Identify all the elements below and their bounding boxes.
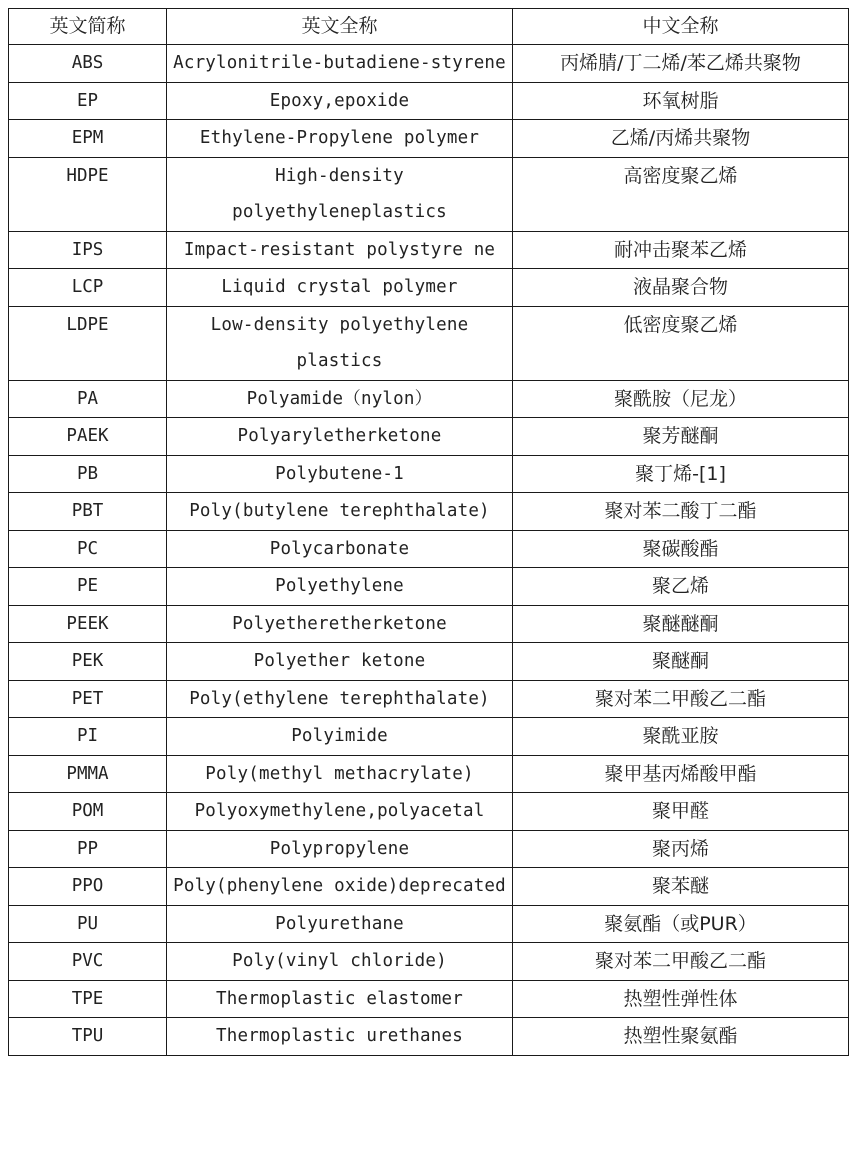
cell-english-name: Poly(vinyl chloride) (167, 943, 513, 981)
table-row (9, 718, 849, 756)
cell-abbreviation: IPS (9, 231, 167, 269)
cell-abbreviation: PC (9, 530, 167, 568)
cell-abbreviation: POM (9, 793, 167, 831)
cell-chinese-name: 丙烯腈/丁二烯/苯乙烯共聚物 (513, 45, 849, 83)
cell-chinese-name: 耐冲击聚苯乙烯 (513, 231, 849, 269)
table-row (9, 680, 849, 718)
header-abbreviation: 英文简称 (9, 9, 167, 45)
cell-abbreviation: PBT (9, 493, 167, 531)
cell-chinese-name: 聚醚醚酮 (513, 605, 849, 643)
cell-chinese-name: 聚苯醚 (513, 868, 849, 906)
cell-abbreviation: PPO (9, 868, 167, 906)
cell-english-name: Poly(phenylene oxide)deprecated (167, 868, 513, 906)
cell-abbreviation: PET (9, 680, 167, 718)
cell-english-name: Thermoplastic urethanes (167, 1018, 513, 1056)
cell-abbreviation: TPE (9, 980, 167, 1018)
cell-abbreviation: LCP (9, 269, 167, 307)
cell-english-name: Poly(methyl methacrylate) (167, 755, 513, 793)
table-row (9, 418, 849, 456)
header-row (9, 9, 849, 45)
table-row (9, 568, 849, 606)
cell-english-name: Polypropylene (167, 830, 513, 868)
table-row (9, 605, 849, 643)
cell-chinese-name: 聚乙烯 (513, 568, 849, 606)
cell-abbreviation: PB (9, 455, 167, 493)
document-sheet (8, 8, 848, 1056)
table-row (9, 231, 849, 269)
cell-english-name: Polybutene-1 (167, 455, 513, 493)
cell-abbreviation: PVC (9, 943, 167, 981)
cell-abbreviation: HDPE (9, 157, 167, 231)
cell-chinese-name: 聚甲醛 (513, 793, 849, 831)
cell-chinese-name: 热塑性弹性体 (513, 980, 849, 1018)
cell-chinese-name: 乙烯/丙烯共聚物 (513, 120, 849, 158)
table-row (9, 455, 849, 493)
cell-abbreviation: PEEK (9, 605, 167, 643)
table-row (9, 45, 849, 83)
table-row (9, 157, 849, 231)
cell-english-name: Ethylene-Propylene polymer (167, 120, 513, 158)
cell-abbreviation: ABS (9, 45, 167, 83)
cell-abbreviation: PEK (9, 643, 167, 681)
cell-chinese-name: 聚甲基丙烯酸甲酯 (513, 755, 849, 793)
cell-english-name: Polyamide（nylon） (167, 380, 513, 418)
table-row (9, 1018, 849, 1056)
table-row (9, 755, 849, 793)
cell-chinese-name: 聚芳醚酮 (513, 418, 849, 456)
table-row (9, 306, 849, 380)
cell-english-name: Polyethylene (167, 568, 513, 606)
cell-abbreviation: PU (9, 905, 167, 943)
table-row (9, 269, 849, 307)
table-row (9, 980, 849, 1018)
cell-english-name: Liquid crystal polymer (167, 269, 513, 307)
cell-english-name: Poly(butylene terephthalate) (167, 493, 513, 531)
cell-chinese-name: 低密度聚乙烯 (513, 306, 849, 380)
table-row (9, 380, 849, 418)
cell-chinese-name: 聚丁烯-[1] (513, 455, 849, 493)
cell-abbreviation: EP (9, 82, 167, 120)
table-row (9, 120, 849, 158)
header-english-name: 英文全称 (167, 9, 513, 45)
table-row (9, 793, 849, 831)
cell-english-name: High-density polyethyleneplastics (167, 157, 513, 231)
cell-english-name: Polyurethane (167, 905, 513, 943)
cell-english-name: Epoxy,epoxide (167, 82, 513, 120)
table-row (9, 830, 849, 868)
cell-abbreviation: TPU (9, 1018, 167, 1056)
cell-chinese-name: 高密度聚乙烯 (513, 157, 849, 231)
cell-abbreviation: PMMA (9, 755, 167, 793)
table-row (9, 530, 849, 568)
table-row (9, 905, 849, 943)
cell-abbreviation: PI (9, 718, 167, 756)
cell-english-name: Poly(ethylene terephthalate) (167, 680, 513, 718)
table-body (9, 45, 849, 1056)
cell-english-name: Polycarbonate (167, 530, 513, 568)
cell-english-name: Polyimide (167, 718, 513, 756)
cell-english-name: Impact-resistant polystyre ne (167, 231, 513, 269)
table-row (9, 82, 849, 120)
cell-chinese-name: 环氧树脂 (513, 82, 849, 120)
header-chinese-name: 中文全称 (513, 9, 849, 45)
cell-chinese-name: 聚氨酯（或PUR） (513, 905, 849, 943)
cell-abbreviation: LDPE (9, 306, 167, 380)
cell-english-name: Polyoxymethylene,polyacetal (167, 793, 513, 831)
table-header (9, 9, 849, 45)
table-row (9, 643, 849, 681)
cell-english-name: Low-density polyethylene plastics (167, 306, 513, 380)
cell-chinese-name: 聚对苯二甲酸乙二酯 (513, 943, 849, 981)
cell-english-name: Acrylonitrile-butadiene-styrene (167, 45, 513, 83)
cell-abbreviation: EPM (9, 120, 167, 158)
cell-chinese-name: 聚对苯二酸丁二酯 (513, 493, 849, 531)
cell-abbreviation: PP (9, 830, 167, 868)
table-row (9, 868, 849, 906)
cell-english-name: Polyether ketone (167, 643, 513, 681)
cell-chinese-name: 聚对苯二甲酸乙二酯 (513, 680, 849, 718)
table-row (9, 493, 849, 531)
cell-chinese-name: 聚酰亚胺 (513, 718, 849, 756)
cell-abbreviation: PE (9, 568, 167, 606)
cell-chinese-name: 聚丙烯 (513, 830, 849, 868)
polymer-abbreviation-table (8, 8, 849, 1056)
cell-abbreviation: PA (9, 380, 167, 418)
cell-chinese-name: 液晶聚合物 (513, 269, 849, 307)
cell-english-name: Polyaryletherketone (167, 418, 513, 456)
cell-english-name: Polyetheretherketone (167, 605, 513, 643)
cell-chinese-name: 聚醚酮 (513, 643, 849, 681)
cell-chinese-name: 聚酰胺（尼龙） (513, 380, 849, 418)
cell-chinese-name: 聚碳酸酯 (513, 530, 849, 568)
cell-chinese-name: 热塑性聚氨酯 (513, 1018, 849, 1056)
cell-abbreviation: PAEK (9, 418, 167, 456)
table-row (9, 943, 849, 981)
cell-english-name: Thermoplastic elastomer (167, 980, 513, 1018)
